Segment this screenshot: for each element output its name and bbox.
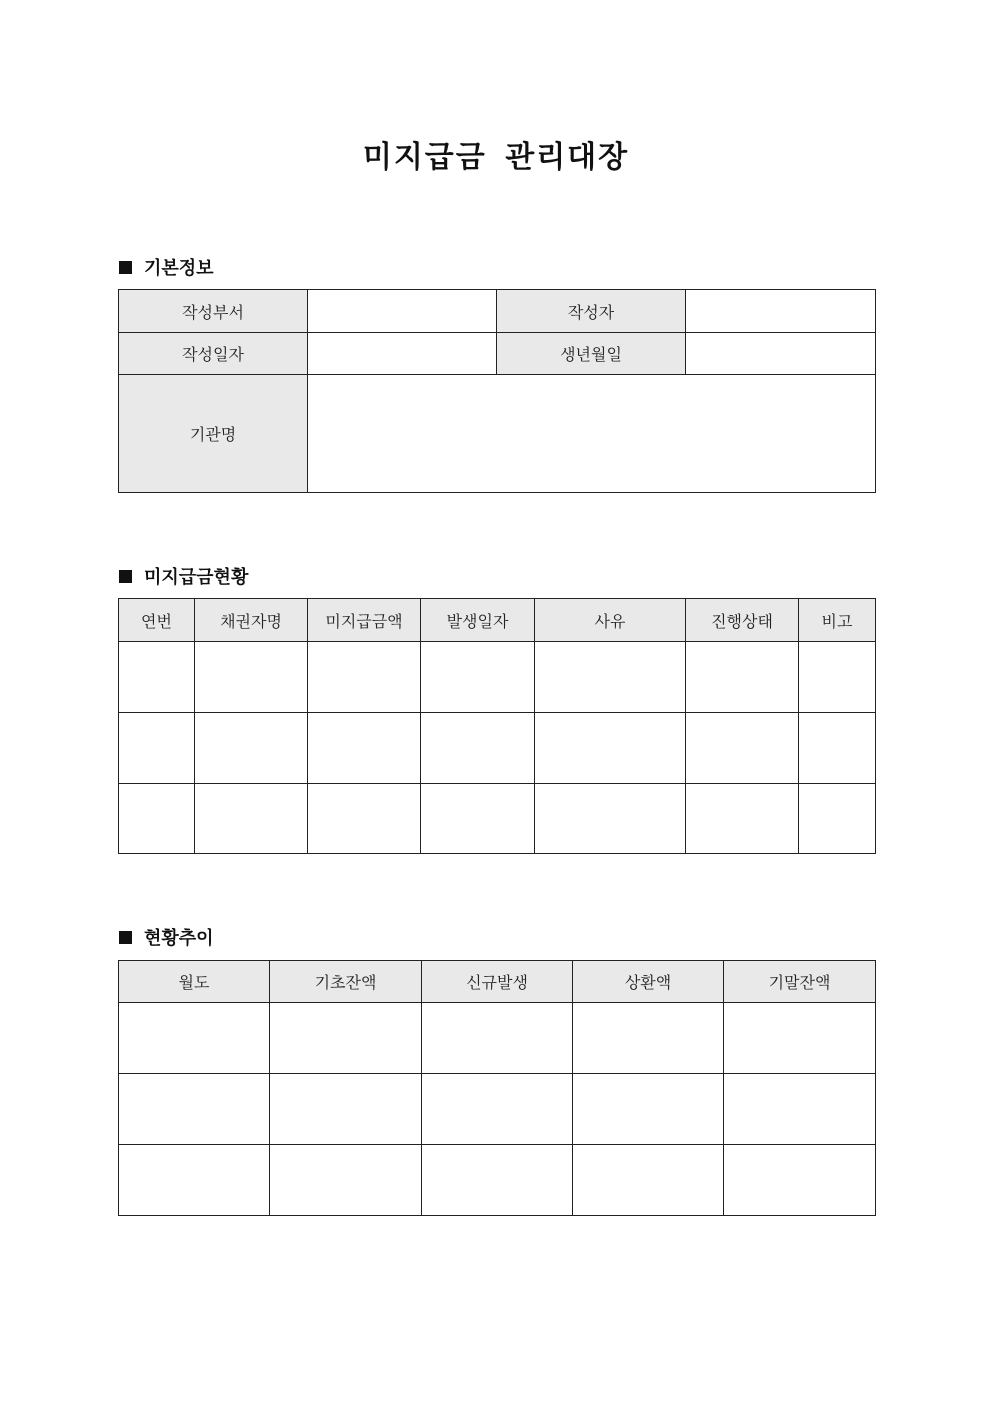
table-row (119, 1145, 876, 1216)
table-row (119, 642, 876, 713)
table-cell[interactable] (573, 1145, 724, 1216)
table-row (119, 784, 876, 854)
table-cell[interactable] (308, 784, 421, 854)
section-heading-trend (119, 924, 214, 950)
section-heading-unpaid-status (119, 563, 248, 589)
table-cell[interactable] (724, 1003, 876, 1074)
table-cell[interactable] (270, 1003, 422, 1074)
table-cell[interactable] (686, 642, 799, 713)
table-header-row (119, 599, 876, 642)
column-header: 진행상태 (686, 599, 799, 642)
basic-info-table (118, 289, 876, 493)
table-cell[interactable] (308, 713, 421, 784)
table-cell[interactable] (119, 1145, 270, 1216)
date-label: 작성일자 (119, 333, 308, 375)
table-cell[interactable] (270, 1145, 422, 1216)
table-row (119, 290, 876, 333)
table-cell[interactable] (195, 784, 308, 854)
table-cell[interactable] (421, 713, 535, 784)
table-cell[interactable] (724, 1074, 876, 1145)
square-bullet-icon (119, 570, 132, 583)
unpaid-status-table (118, 598, 876, 854)
table-cell[interactable] (270, 1074, 422, 1145)
table-cell[interactable] (535, 713, 686, 784)
table-cell[interactable] (422, 1074, 573, 1145)
column-header: 상환액 (573, 961, 724, 1003)
column-header: 사유 (535, 599, 686, 642)
dept-label: 작성부서 (119, 290, 308, 333)
table-header-row (119, 961, 876, 1003)
section-title: 기본정보 (144, 258, 214, 279)
table-cell[interactable] (195, 713, 308, 784)
birth-field[interactable] (686, 333, 876, 375)
page-title: 미지급금 관리대장 (362, 140, 630, 175)
date-field[interactable] (308, 333, 497, 375)
column-header: 월도 (119, 961, 270, 1003)
table-cell[interactable] (119, 713, 195, 784)
column-header: 신규발생 (422, 961, 573, 1003)
author-label: 작성자 (497, 290, 686, 333)
column-header: 발생일자 (421, 599, 535, 642)
table-cell[interactable] (119, 784, 195, 854)
dept-field[interactable] (308, 290, 497, 333)
column-header: 기말잔액 (724, 961, 876, 1003)
table-cell[interactable] (119, 1074, 270, 1145)
column-header: 채권자명 (195, 599, 308, 642)
square-bullet-icon (119, 261, 132, 274)
table-cell[interactable] (119, 642, 195, 713)
table-cell[interactable] (573, 1003, 724, 1074)
table-cell[interactable] (799, 713, 876, 784)
table-cell[interactable] (535, 642, 686, 713)
table-row (119, 375, 876, 493)
org-label: 기관명 (119, 375, 308, 493)
section-heading-basic-info (119, 254, 214, 280)
table-cell[interactable] (573, 1074, 724, 1145)
table-cell[interactable] (535, 784, 686, 854)
trend-table (118, 960, 876, 1216)
table-cell[interactable] (686, 713, 799, 784)
table-row (119, 1074, 876, 1145)
author-field[interactable] (686, 290, 876, 333)
column-header: 기초잔액 (270, 961, 422, 1003)
table-cell[interactable] (119, 1003, 270, 1074)
table-cell[interactable] (421, 784, 535, 854)
column-header: 연번 (119, 599, 195, 642)
column-header: 비고 (799, 599, 876, 642)
table-row (119, 333, 876, 375)
table-cell[interactable] (195, 642, 308, 713)
table-cell[interactable] (799, 642, 876, 713)
table-cell[interactable] (308, 642, 421, 713)
table-cell[interactable] (799, 784, 876, 854)
table-cell[interactable] (422, 1003, 573, 1074)
org-field[interactable] (308, 375, 876, 493)
birth-label: 생년월일 (497, 333, 686, 375)
column-header: 미지급금액 (308, 599, 421, 642)
table-row (119, 1003, 876, 1074)
square-bullet-icon (119, 931, 132, 944)
section-title: 현황추이 (144, 928, 214, 949)
table-row (119, 713, 876, 784)
section-title: 미지급금현황 (144, 567, 249, 588)
table-cell[interactable] (686, 784, 799, 854)
table-cell[interactable] (422, 1145, 573, 1216)
table-cell[interactable] (421, 642, 535, 713)
table-cell[interactable] (724, 1145, 876, 1216)
